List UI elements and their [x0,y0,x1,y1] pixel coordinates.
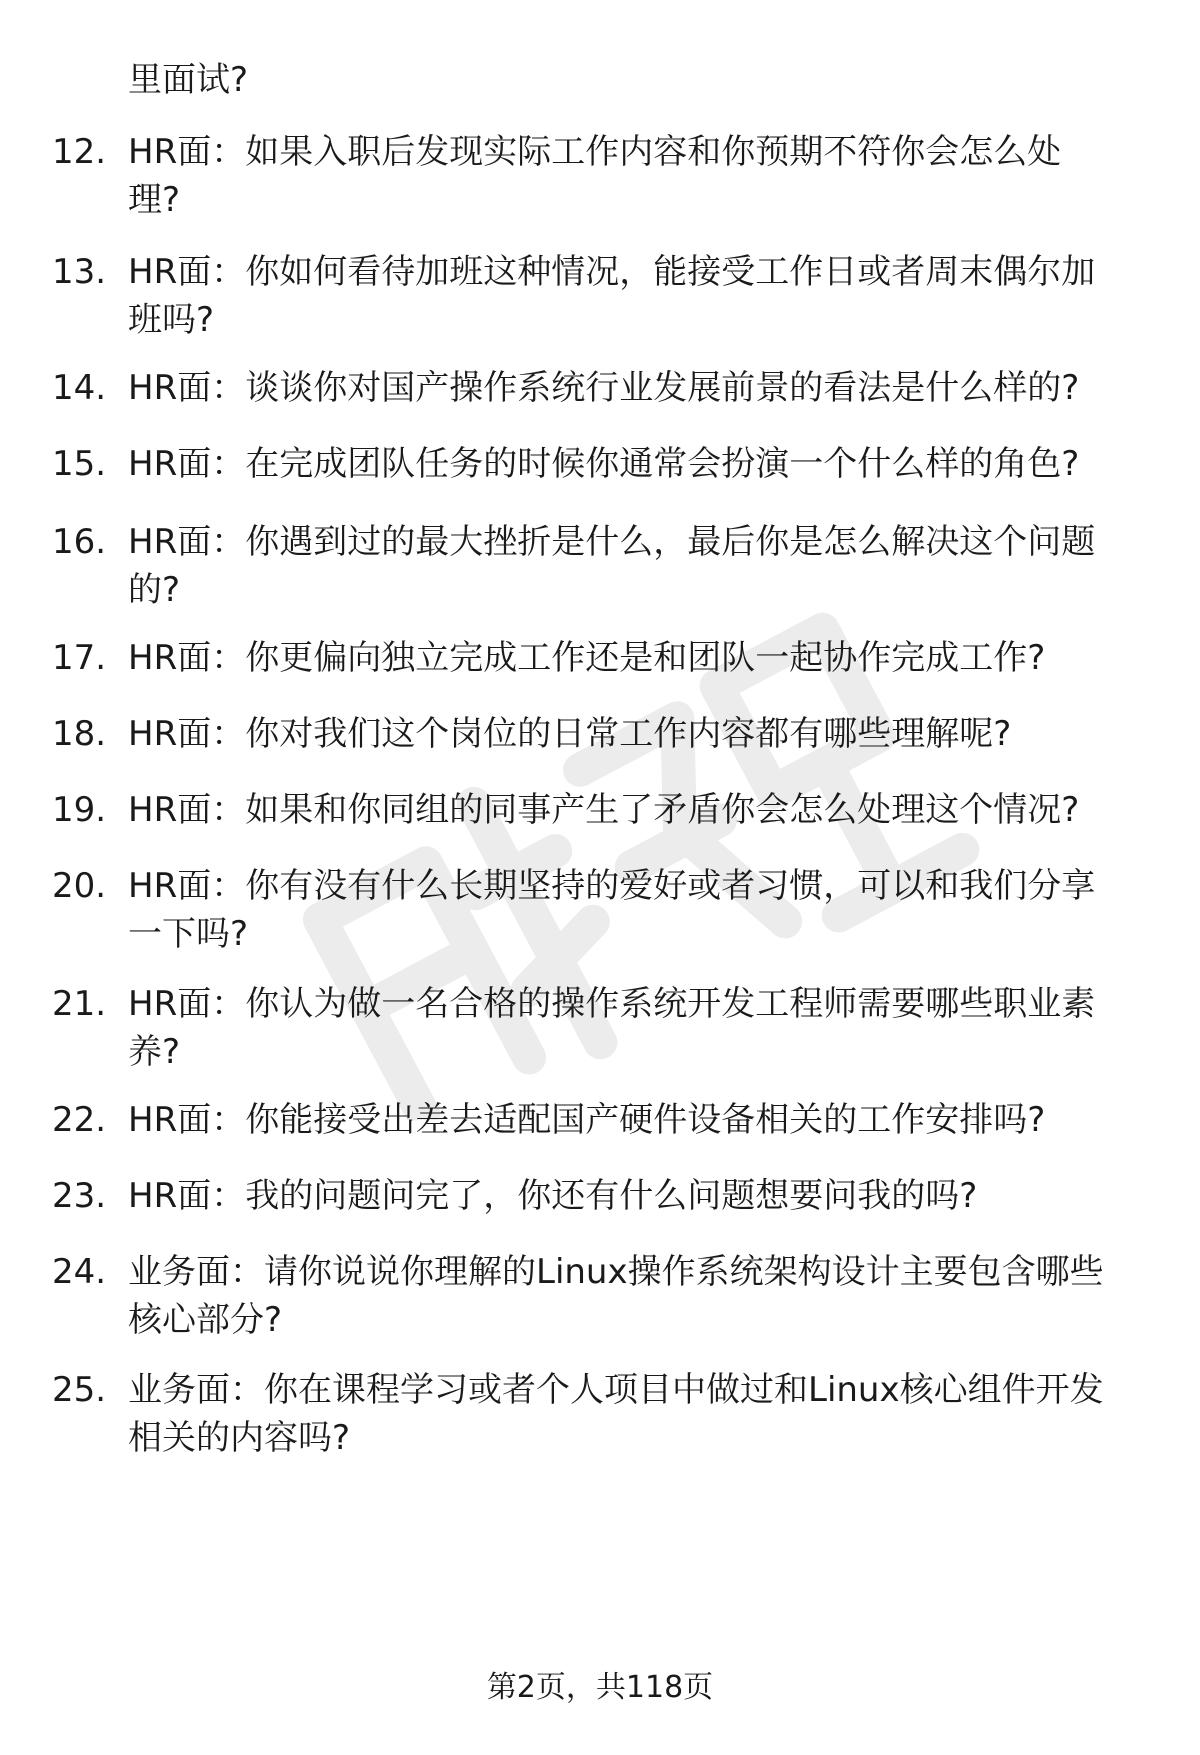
question-number: 20. [52,866,107,906]
question-number: 12. [52,132,107,172]
question-line: 一下吗? [128,914,249,954]
question-line: HR面：你有没有什么长期坚持的爱好或者习惯，可以和我们分享 [128,866,1096,906]
question-line: HR面：我的问题问完了，你还有什么问题想要问我的吗? [128,1176,978,1216]
question-number: 22. [52,1100,107,1140]
question-number: 14. [52,368,107,408]
question-text [128,440,1160,488]
question-text [128,1096,1160,1144]
question-number: 25. [52,1370,107,1410]
question-line: 养? [128,1032,181,1072]
question-text [128,786,1160,834]
question-number: 17. [52,638,107,678]
question-line: 理? [128,180,181,220]
question-number: 19. [52,790,107,830]
question-line: 班吗? [128,300,215,340]
question-line: HR面：如果入职后发现实际工作内容和你预期不符你会怎么处 [128,132,1062,172]
question-line: 里面试? [128,60,249,100]
continued-question-text [128,56,1160,104]
question-line: HR面：谈谈你对国产操作系统行业发展前景的看法是什么样的? [128,368,1080,408]
question-line: 核心部分? [128,1300,283,1340]
question-line: HR面：在完成团队任务的时候你通常会扮演一个什么样的角色? [128,444,1080,484]
question-text [128,128,1160,224]
question-number: 21. [52,984,107,1024]
question-line: HR面：你对我们这个岗位的日常工作内容都有哪些理解呢? [128,714,1012,754]
question-text [128,248,1160,344]
question-text [128,1248,1160,1344]
question-number: 13. [52,252,107,292]
question-number: 18. [52,714,107,754]
question-line: 的? [128,570,181,610]
question-line: HR面：你更偏向独立完成工作还是和团队一起协作完成工作? [128,638,1046,678]
question-line: HR面：你遇到过的最大挫折是什么，最后你是怎么解决这个问题 [128,522,1096,562]
question-text [128,710,1160,758]
question-number: 15. [52,444,107,484]
question-text [128,364,1160,412]
question-line: 业务面：请你说说你理解的Linux操作系统架构设计主要包含哪些 [128,1252,1104,1292]
page-number-label: 第2页，共118页 [486,1670,714,1705]
question-text [128,1172,1160,1220]
question-text [128,518,1160,614]
question-line: HR面：你认为做一名合格的操作系统开发工程师需要哪些职业素 [128,984,1096,1024]
question-line: HR面：你如何看待加班这种情况，能接受工作日或者周末偶尔加 [128,252,1096,292]
question-number: 23. [52,1176,107,1216]
question-text [128,1366,1160,1462]
question-line: 业务面：你在课程学习或者个人项目中做过和Linux核心组件开发 [128,1370,1104,1410]
question-text [128,980,1160,1076]
question-number: 16. [52,522,107,562]
question-number: 24. [52,1252,107,1292]
question-line: HR面：你能接受出差去适配国产硬件设备相关的工作安排吗? [128,1100,1046,1140]
question-line: 相关的内容吗? [128,1418,351,1458]
page-footer [0,1668,1200,1708]
question-text [128,862,1160,958]
question-line: HR面：如果和你同组的同事产生了矛盾你会怎么处理这个情况? [128,790,1080,830]
question-text [128,634,1160,682]
